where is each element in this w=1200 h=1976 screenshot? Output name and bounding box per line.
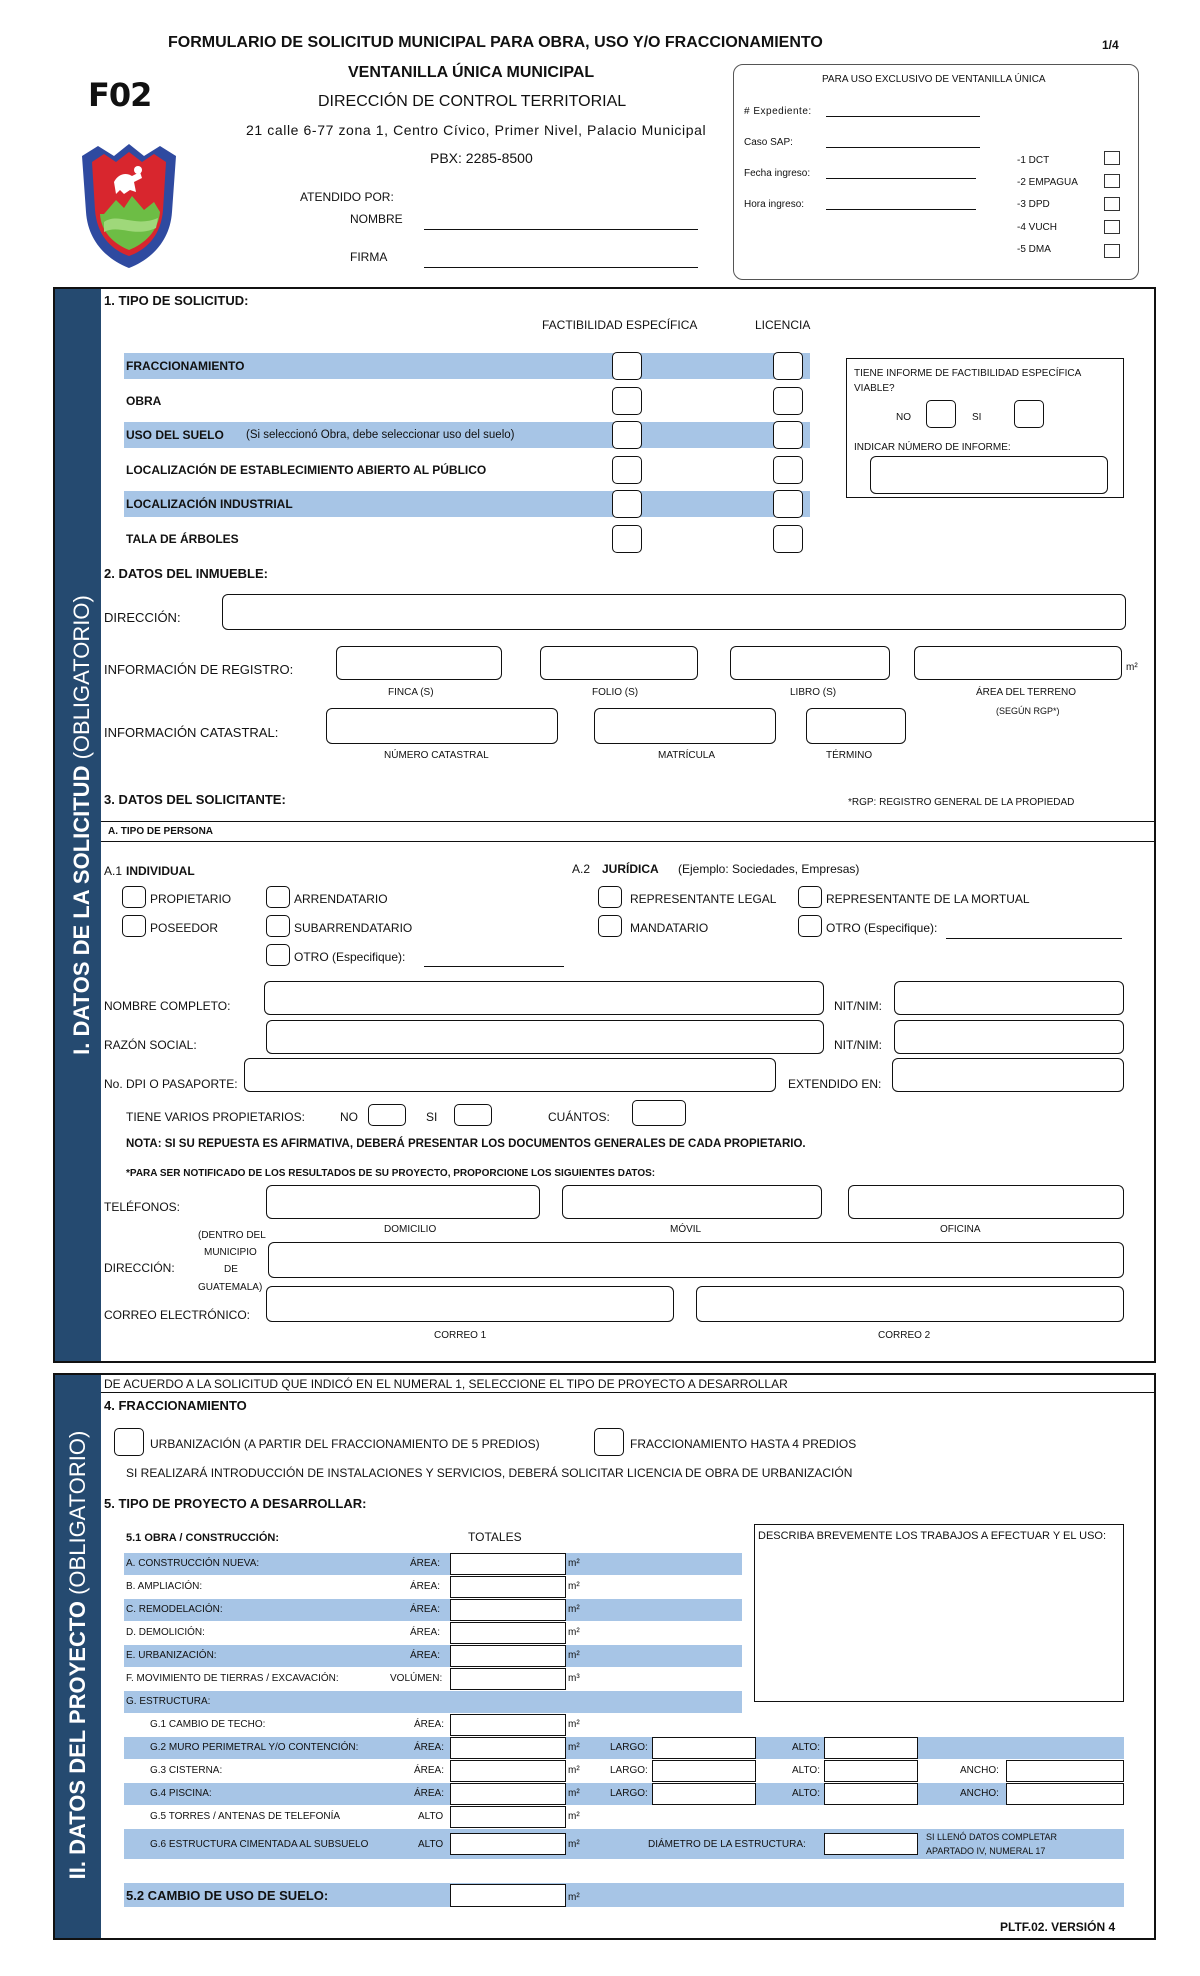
telefono-domicilio-input[interactable] <box>266 1185 540 1219</box>
g6-alto-input[interactable] <box>450 1833 566 1855</box>
correo-label: CORREO ELECTRÓNICO: <box>104 1308 251 1322</box>
g5-alto-label: ALTO <box>418 1811 444 1822</box>
attended-signature-label: FIRMA <box>350 250 388 264</box>
factibilidad-tala-checkbox[interactable] <box>612 525 642 553</box>
solicitante-title: 3. DATOS DEL SOLICITANTE: <box>104 792 286 807</box>
mandatario-checkbox[interactable] <box>598 915 622 937</box>
otro-individual-line[interactable] <box>424 966 564 967</box>
g6-alto-label: ALTO <box>418 1839 444 1850</box>
telefonos-label: TELÉFONOS: <box>104 1200 181 1214</box>
obra-f-volumen-input[interactable] <box>450 1668 566 1690</box>
obra-d-area-input[interactable] <box>450 1622 566 1644</box>
a2-prefix: A.2 <box>572 862 591 876</box>
g4-area-label: ÁREA: <box>414 1788 445 1799</box>
row-band <box>124 1691 742 1713</box>
office-phone: PBX: 2285-8500 <box>430 150 533 166</box>
varios-propietarios-label: TIENE VARIOS PROPIETARIOS: <box>126 1110 305 1124</box>
rgp-note: *RGP: REGISTRO GENERAL DE LA PROPIEDAD <box>848 797 1075 808</box>
oficina-caption: OFICINA <box>940 1224 981 1235</box>
section-2-side-title-bold: II. DATOS DEL PROYECTO <box>65 1601 90 1880</box>
licencia-obra-checkbox[interactable] <box>773 387 803 415</box>
g1-area-input[interactable] <box>450 1714 566 1736</box>
razon-social-label: RAZÓN SOCIAL: <box>104 1038 197 1052</box>
varios-no-label: NO <box>340 1110 358 1124</box>
g1-area-label: ÁREA: <box>414 1719 445 1730</box>
correo1-caption: CORREO 1 <box>434 1330 487 1341</box>
expediente-line[interactable] <box>826 116 980 117</box>
attended-signature-line[interactable] <box>424 267 698 268</box>
g3-largo-input[interactable] <box>652 1760 756 1782</box>
nit-input-1[interactable] <box>894 981 1124 1015</box>
finca-input[interactable] <box>336 646 502 680</box>
nit-label-2: NIT/NIM: <box>834 1038 882 1052</box>
option-dma-checkbox[interactable] <box>1104 244 1120 258</box>
exclusive-title: PARA USO EXCLUSIVO DE VENTANILLA ÚNICA <box>822 74 1046 85</box>
obra-c-unit: m² <box>568 1604 580 1615</box>
area-terreno-input[interactable] <box>914 646 1122 680</box>
obra-f-unit: m³ <box>568 1673 580 1684</box>
option-dct-checkbox[interactable] <box>1104 151 1120 165</box>
option-dma-label: -5 DMA <box>1017 244 1051 255</box>
info-registro-label: INFORMACIÓN DE REGISTRO: <box>104 662 294 677</box>
poseedor-checkbox[interactable] <box>122 915 146 937</box>
section-1-side-title-light: (OBLIGATORIO) <box>69 595 94 760</box>
informe-numero-label: INDICAR NÚMERO DE INFORME: <box>854 442 1011 453</box>
area-terreno-caption: ÁREA DEL TERRENO <box>976 687 1077 698</box>
fecha-ingreso-label: Fecha ingreso: <box>744 168 811 179</box>
obra-d-label: D. DEMOLICIÓN: <box>126 1627 205 1638</box>
licencia-tala-checkbox[interactable] <box>773 525 803 553</box>
finca-caption: FINCA (S) <box>388 687 434 698</box>
extendido-label: EXTENDIDO EN: <box>788 1077 882 1091</box>
poseedor-label: POSEEDOR <box>150 921 219 935</box>
a2-juridica-label: JURÍDICA <box>602 862 659 876</box>
section-1-side-title <box>67 545 97 1105</box>
representante-legal-checkbox[interactable] <box>598 886 622 908</box>
movil-caption: MÓVIL <box>670 1224 702 1235</box>
informe-question: TIENE INFORME DE FACTIBILIDAD ESPECÍFICA VIABLE? <box>854 368 1081 394</box>
obra-e-unit: m² <box>568 1650 580 1661</box>
dpi-input[interactable] <box>244 1058 776 1092</box>
factibilidad-obra-checkbox[interactable] <box>612 387 642 415</box>
otro-juridica-checkbox[interactable] <box>798 915 822 937</box>
correo2-caption: CORREO 2 <box>878 1330 931 1341</box>
mandatario-label: MANDATARIO <box>630 921 709 935</box>
notificado-note: *PARA SER NOTIFICADO DE LOS RESULTADOS DE SU PROYECTO, PROPORCIONE LOS SIGUIENTES DATOS: <box>126 1168 656 1179</box>
office-address: 21 calle 6-77 zona 1, Centro Cívico, Primer Nivel, Palacio Municipal <box>246 122 707 138</box>
option-empagua-label: -2 EMPAGUA <box>1017 177 1078 188</box>
direccion-label: DIRECCIÓN: <box>104 610 181 625</box>
solicitud-obra-label: OBRA <box>126 394 162 408</box>
solicitud-establecimiento-label: LOCALIZACIÓN DE ESTABLECIMIENTO ABIERTO AL PÚBLICO <box>126 463 487 477</box>
obra-b-unit: m² <box>568 1581 580 1592</box>
obra-f-volumen-label: VOLÚMEN: <box>390 1673 443 1684</box>
g3-unit: m² <box>568 1765 580 1776</box>
informe-si-checkbox[interactable] <box>1014 400 1044 428</box>
g1-label: G.1 CAMBIO DE TECHO: <box>150 1719 266 1730</box>
obra-e-label: E. URBANIZACIÓN: <box>126 1650 217 1661</box>
factibilidad-column-label: FACTIBILIDAD ESPECÍFICA <box>542 318 698 332</box>
termino-input[interactable] <box>806 708 906 744</box>
g2-area-input[interactable] <box>450 1737 566 1759</box>
g4-ancho-label: ANCHO: <box>960 1788 999 1799</box>
subarrendatario-checkbox[interactable] <box>266 915 290 937</box>
obra-g-label: G. ESTRUCTURA: <box>126 1696 211 1707</box>
g4-ancho-input[interactable] <box>1006 1783 1124 1805</box>
obra-c-area-input[interactable] <box>450 1599 566 1621</box>
correo2-input[interactable] <box>696 1286 1124 1322</box>
numero-catastral-caption: NÚMERO CATASTRAL <box>384 750 489 761</box>
nota-propietarios: NOTA: SI SU REPUESTA ES AFIRMATIVA, DEBERÁ PRESENTAR LOS DOCUMENTOS GENERALES DE CADA PROPIETARIO. <box>126 1138 806 1150</box>
form-code: F02 <box>88 76 152 114</box>
a1-individual-label: INDIVIDUAL <box>126 864 195 878</box>
segun-rgp-caption: (SEGÚN RGP*) <box>996 706 1060 716</box>
licencia-column-label: LICENCIA <box>755 318 811 332</box>
razon-social-input[interactable] <box>266 1020 824 1054</box>
page-number: 1/4 <box>1102 38 1119 52</box>
cambio-uso-input[interactable] <box>450 1884 566 1907</box>
municipal-coat-of-arms-logo <box>74 142 184 270</box>
otro-individual-label: OTRO (Especifique): <box>294 950 406 964</box>
tipo-persona-label: A. TIPO DE PERSONA <box>108 826 214 837</box>
g3-area-input[interactable] <box>450 1760 566 1782</box>
direccion-notif-input[interactable] <box>268 1242 1124 1278</box>
section-2-side-title <box>63 1425 93 1885</box>
obra-d-unit: m² <box>568 1627 580 1638</box>
fecha-ingreso-line[interactable] <box>826 178 976 179</box>
si-lleno-note-2: APARTADO IV, NUMERAL 17 <box>926 1846 1046 1856</box>
obra-a-unit: m² <box>568 1558 580 1569</box>
solicitud-uso-suelo-label: USO DEL SUELO <box>126 428 224 442</box>
g4-area-input[interactable] <box>450 1783 566 1805</box>
solicitud-tala-label: TALA DE ÁRBOLES <box>126 532 239 546</box>
domicilio-caption: DOMICILIO <box>384 1224 437 1235</box>
g5-unit: m² <box>568 1811 580 1822</box>
g5-label: G.5 TORRES / ANTENAS DE TELEFONÍA <box>150 1811 341 1822</box>
nombre-completo-label: NOMBRE COMPLETO: <box>104 999 231 1013</box>
describa-label: DESCRIBA BREVEMENTE LOS TRABAJOS A EFECTUAR Y EL USO: <box>758 1530 1107 1542</box>
representante-mortual-label: REPRESENTANTE DE LA MORTUAL <box>826 892 1030 906</box>
attended-name-line[interactable] <box>424 229 698 230</box>
factibilidad-industrial-checkbox[interactable] <box>612 490 642 518</box>
numero-catastral-input[interactable] <box>326 708 558 744</box>
dentro-note-2: MUNICIPIO <box>204 1247 257 1258</box>
g3-alto-label: ALTO: <box>792 1765 820 1776</box>
otro-individual-checkbox[interactable] <box>266 944 290 966</box>
direccion-notif-label: DIRECCIÓN: <box>104 1261 175 1275</box>
factibilidad-fraccionamiento-checkbox[interactable] <box>612 352 642 380</box>
option-dpd-checkbox[interactable] <box>1104 197 1120 211</box>
varios-si-label: SI <box>426 1110 438 1124</box>
g6-diametro-label: DIÁMETRO DE LA ESTRUCTURA: <box>648 1839 806 1850</box>
otro-juridica-line[interactable] <box>946 938 1122 939</box>
attended-name-label: NOMBRE <box>350 212 403 226</box>
factibilidad-uso-suelo-checkbox[interactable] <box>612 421 642 449</box>
g2-largo-input[interactable] <box>652 1737 756 1759</box>
section-divider <box>101 1392 1154 1393</box>
representante-mortual-checkbox[interactable] <box>798 886 822 908</box>
g4-alto-label: ALTO: <box>792 1788 820 1799</box>
obra-b-area-input[interactable] <box>450 1576 566 1598</box>
licencia-fraccionamiento-checkbox[interactable] <box>773 352 803 380</box>
hora-ingreso-label: Hora ingreso: <box>744 199 805 210</box>
g4-largo-input[interactable] <box>652 1783 756 1805</box>
varios-no-checkbox[interactable] <box>368 1104 406 1126</box>
obra-f-label: F. MOVIMIENTO DE TIERRAS / EXCAVACIÓN: <box>126 1673 339 1684</box>
area-terreno-unit: m² <box>1126 662 1138 673</box>
extendido-input[interactable] <box>892 1058 1124 1092</box>
section-divider <box>101 821 1154 822</box>
caso-sap-line[interactable] <box>826 147 980 148</box>
g3-alto-input[interactable] <box>824 1760 918 1782</box>
g2-largo-label: LARGO: <box>610 1742 648 1753</box>
attended-by-label: ATENDIDO POR: <box>300 190 394 204</box>
licencia-uso-suelo-checkbox[interactable] <box>773 421 803 449</box>
fraccionamiento-title: 4. FRACCIONAMIENTO <box>104 1398 247 1413</box>
section-divider <box>101 841 1154 842</box>
g5-alto-input[interactable] <box>450 1806 566 1828</box>
inmueble-title: 2. DATOS DEL INMUEBLE: <box>104 566 268 581</box>
section-1-side-title-bold: I. DATOS DE LA SOLICITUD <box>69 765 94 1055</box>
g6-diametro-input[interactable] <box>824 1833 918 1855</box>
informe-numero-input[interactable] <box>870 456 1108 494</box>
form-version: PLTF.02. VERSIÓN 4 <box>1000 1920 1116 1934</box>
g2-area-label: ÁREA: <box>414 1742 445 1753</box>
dpi-label: No. DPI O PASAPORTE: <box>104 1077 238 1091</box>
g4-unit: m² <box>568 1788 580 1799</box>
solicitud-uso-suelo-note: (Si seleccionó Obra, debe seleccionar uso del suelo) <box>246 429 515 441</box>
option-vuch-checkbox[interactable] <box>1104 220 1120 234</box>
g1-unit: m² <box>568 1719 580 1730</box>
obra-a-area-input[interactable] <box>450 1553 566 1575</box>
form-title: FORMULARIO DE SOLICITUD MUNICIPAL PARA OBRA, USO Y/O FRACCIONAMIENTO <box>168 34 823 51</box>
tipo-proyecto-title: 5. TIPO DE PROYECTO A DESARROLLAR: <box>104 1496 367 1511</box>
subarrendatario-label: SUBARRENDATARIO <box>294 921 413 935</box>
nit-input-2[interactable] <box>894 1020 1124 1054</box>
hora-ingreso-line[interactable] <box>826 209 976 210</box>
g3-area-label: ÁREA: <box>414 1765 445 1776</box>
licencia-industrial-checkbox[interactable] <box>773 490 803 518</box>
informe-no-checkbox[interactable] <box>926 400 956 428</box>
libro-caption: LIBRO (S) <box>790 687 837 698</box>
folio-input[interactable] <box>540 646 698 680</box>
factibilidad-establecimiento-checkbox[interactable] <box>612 456 642 484</box>
telefono-movil-input[interactable] <box>562 1185 822 1219</box>
fraccionamiento-hasta-checkbox[interactable] <box>594 1428 624 1456</box>
option-dct-label: -1 DCT <box>1017 155 1050 166</box>
otro-juridica-label: OTRO (Especifique): <box>826 921 938 935</box>
dentro-note-4: GUATEMALA) <box>198 1282 263 1293</box>
direction-name: DIRECCIÓN DE CONTROL TERRITORIAL <box>318 93 627 110</box>
totales-label: TOTALES <box>468 1530 522 1544</box>
termino-caption: TÉRMINO <box>826 750 873 761</box>
caso-sap-label: Caso SAP: <box>744 137 793 148</box>
cuantos-input[interactable] <box>632 1100 686 1126</box>
obra-d-area-label: ÁREA: <box>410 1627 441 1638</box>
informe-si-label: SI <box>972 412 982 423</box>
g3-largo-label: LARGO: <box>610 1765 648 1776</box>
cambio-uso-unit: m² <box>568 1892 580 1903</box>
a2-juridica-note: (Ejemplo: Sociedades, Empresas) <box>678 862 860 876</box>
obra-construccion-title: 5.1 OBRA / CONSTRUCCIÓN: <box>126 1532 279 1544</box>
nombre-completo-input[interactable] <box>264 981 824 1015</box>
dentro-note-1: (DENTRO DEL <box>198 1230 266 1241</box>
matricula-input[interactable] <box>594 708 776 744</box>
cuantos-label: CUÁNTOS: <box>548 1110 610 1124</box>
propietario-checkbox[interactable] <box>122 886 146 908</box>
office-name: VENTANILLA ÚNICA MUNICIPAL <box>348 64 595 81</box>
g6-label: G.6 ESTRUCTURA CIMENTADA AL SUBSUELO <box>150 1839 369 1850</box>
g3-ancho-input[interactable] <box>1006 1760 1124 1782</box>
si-lleno-note-1: SI LLENÓ DATOS COMPLETAR <box>926 1832 1058 1842</box>
info-catastral-label: INFORMACIÓN CATASTRAL: <box>104 725 279 740</box>
representante-legal-label: REPRESENTANTE LEGAL <box>630 892 777 906</box>
a1-prefix: A.1 <box>104 864 123 878</box>
arrendatario-checkbox[interactable] <box>266 886 290 908</box>
obra-e-area-input[interactable] <box>450 1645 566 1667</box>
arrendatario-label: ARRENDATARIO <box>294 892 388 906</box>
g3-ancho-label: ANCHO: <box>960 1765 999 1776</box>
libro-input[interactable] <box>730 646 890 680</box>
obra-b-label: B. AMPLIACIÓN: <box>126 1581 203 1592</box>
g4-label: G.4 PISCINA: <box>150 1788 212 1799</box>
g3-label: G.3 CISTERNA: <box>150 1765 223 1776</box>
g2-alto-label: ALTO: <box>792 1742 820 1753</box>
section-2-intro: DE ACUERDO A LA SOLICITUD QUE INDICÓ EN EL NUMERAL 1, SELECCIONE EL TIPO DE PROYECTO A DESARROLLAR <box>104 1377 788 1391</box>
propietario-label: PROPIETARIO <box>150 892 232 906</box>
obra-a-label: A. CONSTRUCCIÓN NUEVA: <box>126 1558 260 1569</box>
cambio-uso-label: 5.2 CAMBIO DE USO DE SUELO: <box>126 1888 329 1903</box>
obra-e-area-label: ÁREA: <box>410 1650 441 1661</box>
si-realizara-note: SI REALIZARÁ INTRODUCCIÓN DE INSTALACIONES Y SERVICIOS, DEBERÁ SOLICITAR LICENCIA DE OBRA DE URBANIZACIÓN <box>126 1466 853 1480</box>
urbanizacion-checkbox[interactable] <box>114 1428 144 1456</box>
solicitud-industrial-label: LOCALIZACIÓN INDUSTRIAL <box>126 497 293 511</box>
obra-a-area-label: ÁREA: <box>410 1558 441 1569</box>
matricula-caption: MATRÍCULA <box>658 750 716 761</box>
g2-unit: m² <box>568 1742 580 1753</box>
solicitud-fraccionamiento-label: FRACCIONAMIENTO <box>126 359 245 373</box>
option-dpd-label: -3 DPD <box>1017 199 1050 210</box>
g6-unit: m² <box>568 1839 580 1850</box>
section-2-side-title-light: (OBLIGATORIO) <box>65 1430 90 1595</box>
varios-si-checkbox[interactable] <box>454 1104 492 1126</box>
g2-label: G.2 MURO PERIMETRAL Y/O CONTENCIÓN: <box>150 1742 359 1753</box>
option-empagua-checkbox[interactable] <box>1104 174 1120 188</box>
fraccionamiento-hasta-label: FRACCIONAMIENTO HASTA 4 PREDIOS <box>630 1437 857 1451</box>
nit-label-1: NIT/NIM: <box>834 999 882 1013</box>
expediente-label: # Expediente: <box>744 106 812 117</box>
obra-c-label: C. REMODELACIÓN: <box>126 1604 223 1615</box>
g4-largo-label: LARGO: <box>610 1788 648 1799</box>
g2-alto-input[interactable] <box>824 1737 918 1759</box>
licencia-establecimiento-checkbox[interactable] <box>773 456 803 484</box>
g4-alto-input[interactable] <box>824 1783 918 1805</box>
urbanizacion-label: URBANIZACIÓN (A PARTIR DEL FRACCIONAMIENTO DE 5 PREDIOS) <box>150 1437 540 1451</box>
obra-c-area-label: ÁREA: <box>410 1604 441 1615</box>
correo1-input[interactable] <box>266 1286 674 1322</box>
direccion-input[interactable] <box>222 594 1126 630</box>
telefono-oficina-input[interactable] <box>848 1185 1124 1219</box>
tipo-solicitud-title: 1. TIPO DE SOLICITUD: <box>104 293 249 308</box>
obra-b-area-label: ÁREA: <box>410 1581 441 1592</box>
dentro-note-3: DE <box>224 1264 238 1275</box>
informe-no-label: NO <box>896 412 911 423</box>
folio-caption: FOLIO (S) <box>592 687 639 698</box>
option-vuch-label: -4 VUCH <box>1017 222 1058 233</box>
describa-box[interactable] <box>754 1524 1124 1702</box>
